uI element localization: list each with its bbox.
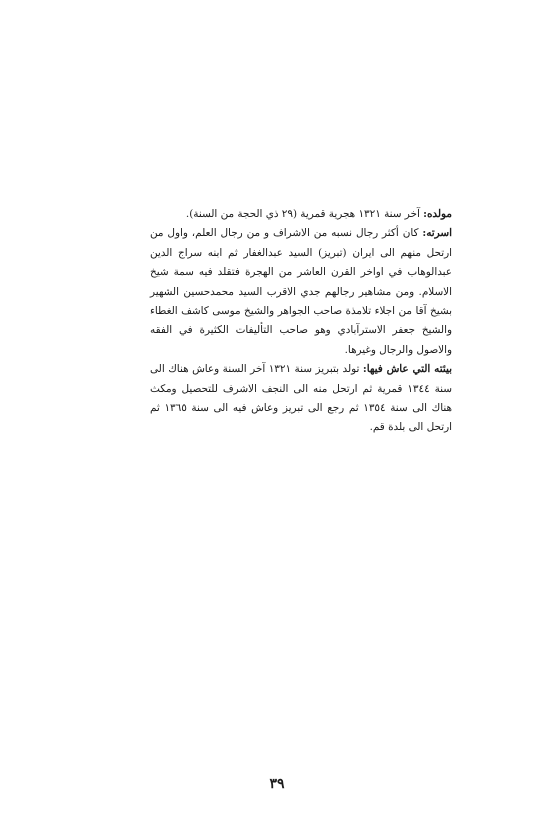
environment-paragraph	[150, 360, 452, 438]
family-label: اسرته:	[422, 227, 452, 240]
family-paragraph	[150, 224, 452, 360]
family-text: كان أكثر رجال نسبه من الاشراف و من رجال العلم، واول من ارتحل منهم الى ايران (تبريز) السيد عبدالغفار ثم ابنه سراج الدين عبدالوهاب في اواخر القرن العاشر من الهجرة فتقلد فيه سمة شيخ الاسلام. ومن مشاهير رجالهم جدي الاقرب السيد محمدحسين الشهير بشيخ آقا من اجلاء تلامذة صاحب الجواهر والشيخ موسى كاشف الغطاء والشيخ جعفر الاسترآبادي وهو صاحب التأليفات الكثيرة في الفقه والاصول والرجال وغيرها.	[150, 227, 452, 356]
biography-text-block	[150, 205, 452, 438]
environment-label: بيئته التي عاش فيها:	[362, 363, 452, 376]
page-number: ٣٩	[269, 776, 285, 792]
birth-text: آخر سنة ١٣٢١ هجرية قمرية (٢٩ ذي الحجة من السنة).	[185, 208, 424, 220]
birth-label: مولده:	[423, 208, 452, 220]
birth-paragraph	[150, 205, 452, 224]
environment-text: تولد بتبريز سنة ١٣٢١ آخر السنة وعاش هناك الى سنة ١٣٤٤ قمرية ثم ارتحل منه الى النجف الاشرف للتحصيل ومكث هناك الى سنة ١٣٥٤ ثم رجع الى تبريز وعاش فيه الى سنة ١٣٦٥ ثم ارتحل الى بلدة قم.	[150, 363, 452, 434]
